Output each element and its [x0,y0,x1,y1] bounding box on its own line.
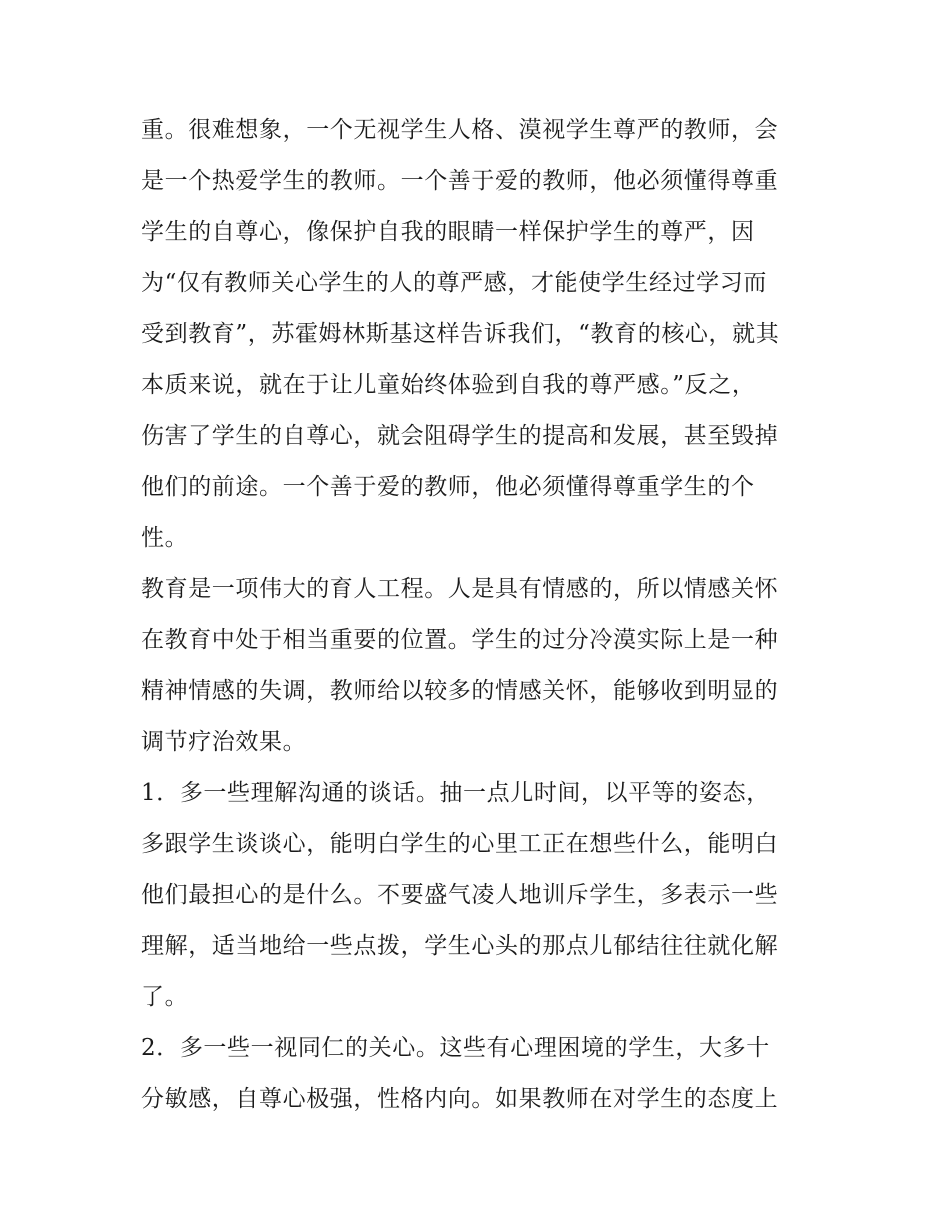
text-line: 他们最担心的是什么。不要盛气凌人地训斥学生，多表示一些 [141,882,779,908]
text-line: 精神情感的失调，教师给以较多的情感关怀，能够收到明显的 [141,678,779,704]
document-page [141,105,821,1125]
text-line: 性。 [141,525,189,551]
text-line: 在教育中处于相当重要的位置。学生的过分冷漠实际上是一种 [141,627,779,653]
text-line: 为“仅有教师关心学生的人的尊严感，才能使学生经过学习而 [141,270,767,296]
text-line: 受到教育”，苏霍姆林斯基这样告诉我们，“教育的核心，就其 [141,321,780,347]
text-line: 分敏感，自尊心极强，性格内向。如果教师在对学生的态度上 [141,1086,779,1112]
text-line: 学生的自尊心，像保护自我的眼睛一样保护学生的尊严，因 [141,219,755,245]
text-line: 伤害了学生的自尊心，就会阻碍学生的提高和发展，甚至毁掉 [141,423,779,449]
text-line: 多跟学生谈谈心，能明白学生的心里工正在想些什么，能明白 [141,831,779,857]
text-line: 重。很难想象，一个无视学生人格、漠视学生尊严的教师，会 [141,117,779,143]
text-line: 2．多一些一视同仁的关心。这些有心理困境的学生，大多十 [141,1035,770,1061]
text-line: 调节疗治效果。 [141,729,307,755]
text-line: 本质来说，就在于让儿童始终体验到自我的尊严感。”反之， [141,372,756,398]
text-line: 了。 [141,984,189,1010]
text-line: 是一个热爱学生的教师。一个善于爱的教师，他必须懂得尊重 [141,168,779,194]
text-line: 教育是一项伟大的育人工程。人是具有情感的，所以情感关怀 [141,576,779,602]
text-line: 1．多一些理解沟通的谈话。抽一点儿时间，以平等的姿态， [141,780,770,806]
text-line: 理解，适当地给一些点拨，学生心头的那点儿郁结往往就化解 [141,933,779,959]
text-line: 他们的前途。一个善于爱的教师，他必须懂得尊重学生的个 [141,474,755,500]
